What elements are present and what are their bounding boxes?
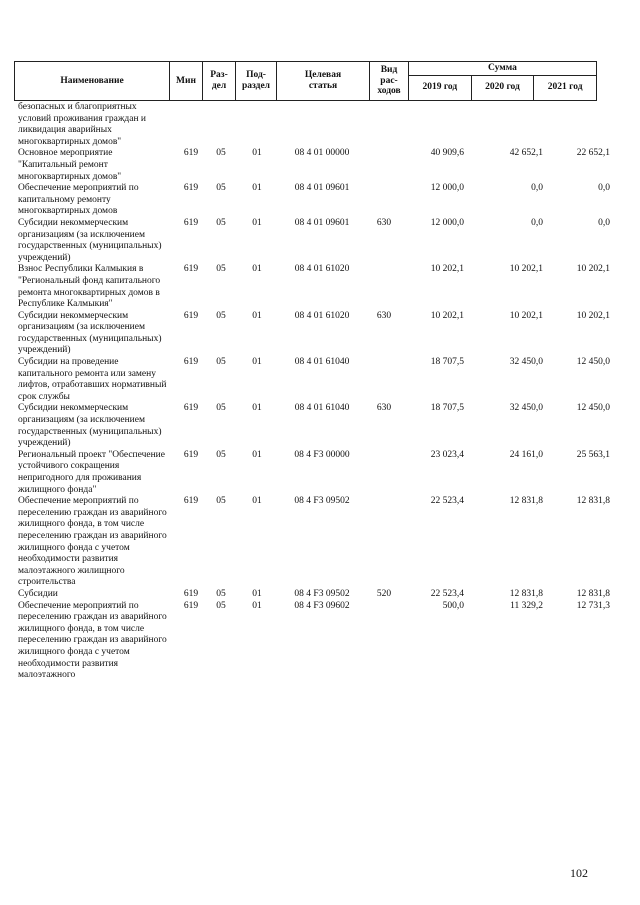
row-min: 619 bbox=[183, 217, 199, 228]
row-min: 619 bbox=[183, 588, 199, 599]
row-razdel: 05 bbox=[216, 310, 226, 321]
table-row bbox=[14, 217, 610, 264]
row-2019: 18 707,5 bbox=[430, 403, 464, 414]
row-2021: 12 831,8 bbox=[576, 496, 610, 507]
row-min: 619 bbox=[183, 264, 199, 275]
row-2021: 0,0 bbox=[598, 217, 610, 228]
row-2020: 12 831,8 bbox=[509, 588, 543, 599]
table-row bbox=[14, 148, 610, 183]
row-2021: 12 831,8 bbox=[576, 588, 610, 599]
row-name: безопасных и благоприятных условий проживания граждан и ликвидация аварийных многоквартирных домов" bbox=[18, 102, 146, 147]
row-name: Взнос Республики Калмыкия в "Региональный фонд капитального ремонта многоквартирных домов в Республике Калмыкия" bbox=[18, 264, 161, 310]
row-2020: 42 652,1 bbox=[509, 148, 543, 159]
row-name: Субсидии на проведение капитального ремонта или замену лифтов, отработавших нормативный срок службы bbox=[18, 357, 167, 402]
header-celevaya: Целевая статья bbox=[277, 62, 370, 101]
row-podrazdel: 01 bbox=[252, 357, 262, 368]
row-razdel: 05 bbox=[216, 217, 226, 228]
row-celevaya: 08 4 01 61020 bbox=[294, 264, 350, 275]
table-row bbox=[14, 102, 597, 148]
row-name: Субсидии некоммерческим организациям (за исключением государственных (муниципальных) учреждений) bbox=[18, 310, 162, 356]
header-2020: 2020 год bbox=[471, 75, 534, 100]
row-min: 619 bbox=[183, 496, 199, 507]
row-razdel: 05 bbox=[216, 496, 226, 507]
row-razdel: 05 bbox=[216, 183, 226, 194]
row-celevaya: 08 4 01 61020 bbox=[294, 310, 350, 321]
row-2019: 10 202,1 bbox=[430, 310, 464, 321]
table-row bbox=[14, 264, 610, 310]
row-2019: 23 023,4 bbox=[430, 449, 464, 460]
row-name: Субсидии некоммерческим организациям (за исключением государственных (муниципальных) учреждений) bbox=[18, 403, 162, 449]
row-2019: 500,0 bbox=[442, 600, 464, 611]
row-min: 619 bbox=[183, 449, 199, 460]
page-number: 102 bbox=[570, 866, 588, 880]
row-razdel: 05 bbox=[216, 403, 226, 414]
row-podrazdel: 01 bbox=[252, 449, 262, 460]
row-2021: 12 731,3 bbox=[576, 600, 610, 611]
row-vid: 520 bbox=[376, 588, 392, 599]
row-podrazdel: 01 bbox=[252, 183, 262, 194]
header-podrazdel: Под- раздел bbox=[236, 62, 277, 101]
row-razdel: 05 bbox=[216, 588, 226, 599]
row-name: Субсидии bbox=[18, 588, 58, 599]
row-podrazdel: 01 bbox=[252, 600, 262, 611]
row-podrazdel: 01 bbox=[252, 310, 262, 321]
table-row bbox=[14, 496, 610, 589]
row-razdel: 05 bbox=[216, 357, 226, 368]
row-2021: 22 652,1 bbox=[576, 148, 610, 159]
row-2020: 32 450,0 bbox=[509, 357, 543, 368]
row-2021: 10 202,1 bbox=[576, 310, 610, 321]
row-2021: 12 450,0 bbox=[576, 357, 610, 368]
row-celevaya: 08 4 F3 00000 bbox=[294, 449, 350, 460]
row-2020: 11 329,2 bbox=[510, 600, 543, 611]
row-2019: 40 909,6 bbox=[430, 148, 464, 159]
row-podrazdel: 01 bbox=[252, 217, 262, 228]
row-2020: 0,0 bbox=[531, 183, 543, 194]
row-podrazdel: 01 bbox=[252, 264, 262, 275]
row-vid: 630 bbox=[376, 217, 392, 228]
row-2019: 22 523,4 bbox=[430, 496, 464, 507]
row-podrazdel: 01 bbox=[252, 403, 262, 414]
table-row bbox=[14, 183, 610, 218]
row-podrazdel: 01 bbox=[252, 496, 262, 507]
table-row bbox=[14, 588, 610, 601]
header-2021: 2021 год bbox=[534, 75, 597, 100]
row-2019: 22 523,4 bbox=[430, 588, 464, 599]
row-2021: 25 563,1 bbox=[576, 449, 610, 460]
table-row bbox=[14, 449, 610, 496]
row-celevaya: 08 4 F3 09502 bbox=[294, 496, 350, 507]
header-min: Мин bbox=[170, 62, 203, 101]
row-2019: 12 000,0 bbox=[430, 183, 464, 194]
row-2021: 10 202,1 bbox=[576, 264, 610, 275]
row-2020: 10 202,1 bbox=[509, 264, 543, 275]
row-min: 619 bbox=[183, 600, 199, 611]
row-2019: 10 202,1 bbox=[430, 264, 464, 275]
row-razdel: 05 bbox=[216, 148, 226, 159]
row-podrazdel: 01 bbox=[252, 588, 262, 599]
table-row bbox=[14, 310, 610, 357]
row-2020: 24 161,0 bbox=[509, 449, 543, 460]
row-min: 619 bbox=[183, 310, 199, 321]
row-vid: 630 bbox=[376, 310, 392, 321]
row-name: Субсидии некоммерческим организациям (за исключением государственных (муниципальных) учреждений) bbox=[18, 217, 162, 263]
row-name: Основное мероприятие "Капитальный ремонт многоквартирных домов" bbox=[18, 148, 122, 182]
table-body bbox=[14, 102, 610, 682]
row-podrazdel: 01 bbox=[252, 148, 262, 159]
row-vid: 630 bbox=[376, 403, 392, 414]
table-row bbox=[14, 600, 610, 682]
header-2019: 2019 год bbox=[409, 75, 472, 100]
row-razdel: 05 bbox=[216, 600, 226, 611]
row-min: 619 bbox=[183, 403, 199, 414]
row-celevaya: 08 4 F3 09502 bbox=[294, 588, 350, 599]
row-celevaya: 08 4 01 61040 bbox=[294, 403, 350, 414]
row-2019: 12 000,0 bbox=[430, 217, 464, 228]
row-2019: 18 707,5 bbox=[430, 357, 464, 368]
row-celevaya: 08 4 01 09601 bbox=[294, 217, 350, 228]
row-celevaya: 08 4 01 61040 bbox=[294, 357, 350, 368]
row-name: Обеспечение мероприятий по переселению граждан из аварийного жилищного фонда, в том числе переселению граждан из аварийного жилищного фонда с учетом необходимости развития малоэтажного жилищного строительства bbox=[18, 496, 167, 588]
row-celevaya: 08 4 F3 09602 bbox=[294, 600, 350, 611]
row-name: Региональный проект "Обеспечение устойчивого сокращения непригодного для проживания жилищного фонда" bbox=[18, 449, 165, 495]
row-2020: 32 450,0 bbox=[509, 403, 543, 414]
row-2020: 0,0 bbox=[531, 217, 543, 228]
row-celevaya: 08 4 01 00000 bbox=[294, 148, 350, 159]
table-row bbox=[14, 357, 610, 403]
header-summa: Сумма bbox=[409, 62, 597, 76]
row-min: 619 bbox=[183, 183, 199, 194]
row-razdel: 05 bbox=[216, 264, 226, 275]
table-header bbox=[14, 61, 597, 101]
table-row bbox=[14, 403, 610, 449]
row-min: 619 bbox=[183, 357, 199, 368]
row-2021: 12 450,0 bbox=[576, 403, 610, 414]
row-celevaya: 08 4 01 09601 bbox=[294, 183, 350, 194]
header-name: Наименование bbox=[15, 62, 170, 101]
header-vid: Вид рас- ходов bbox=[370, 62, 409, 101]
row-name: Обеспечение мероприятий по капитальному ремонту многоквартирных домов bbox=[18, 183, 139, 217]
row-min: 619 bbox=[183, 148, 199, 159]
row-2020: 12 831,8 bbox=[509, 496, 543, 507]
row-2020: 10 202,1 bbox=[509, 310, 543, 321]
header-razdel: Раз- дел bbox=[203, 62, 236, 101]
row-name: Обеспечение мероприятий по переселению граждан из аварийного жилищного фонда, в том числе переселению граждан из аварийного жилищного фонда с учетом необходимости развития малоэтажного bbox=[18, 600, 167, 681]
row-razdel: 05 bbox=[216, 449, 226, 460]
row-2021: 0,0 bbox=[598, 183, 610, 194]
